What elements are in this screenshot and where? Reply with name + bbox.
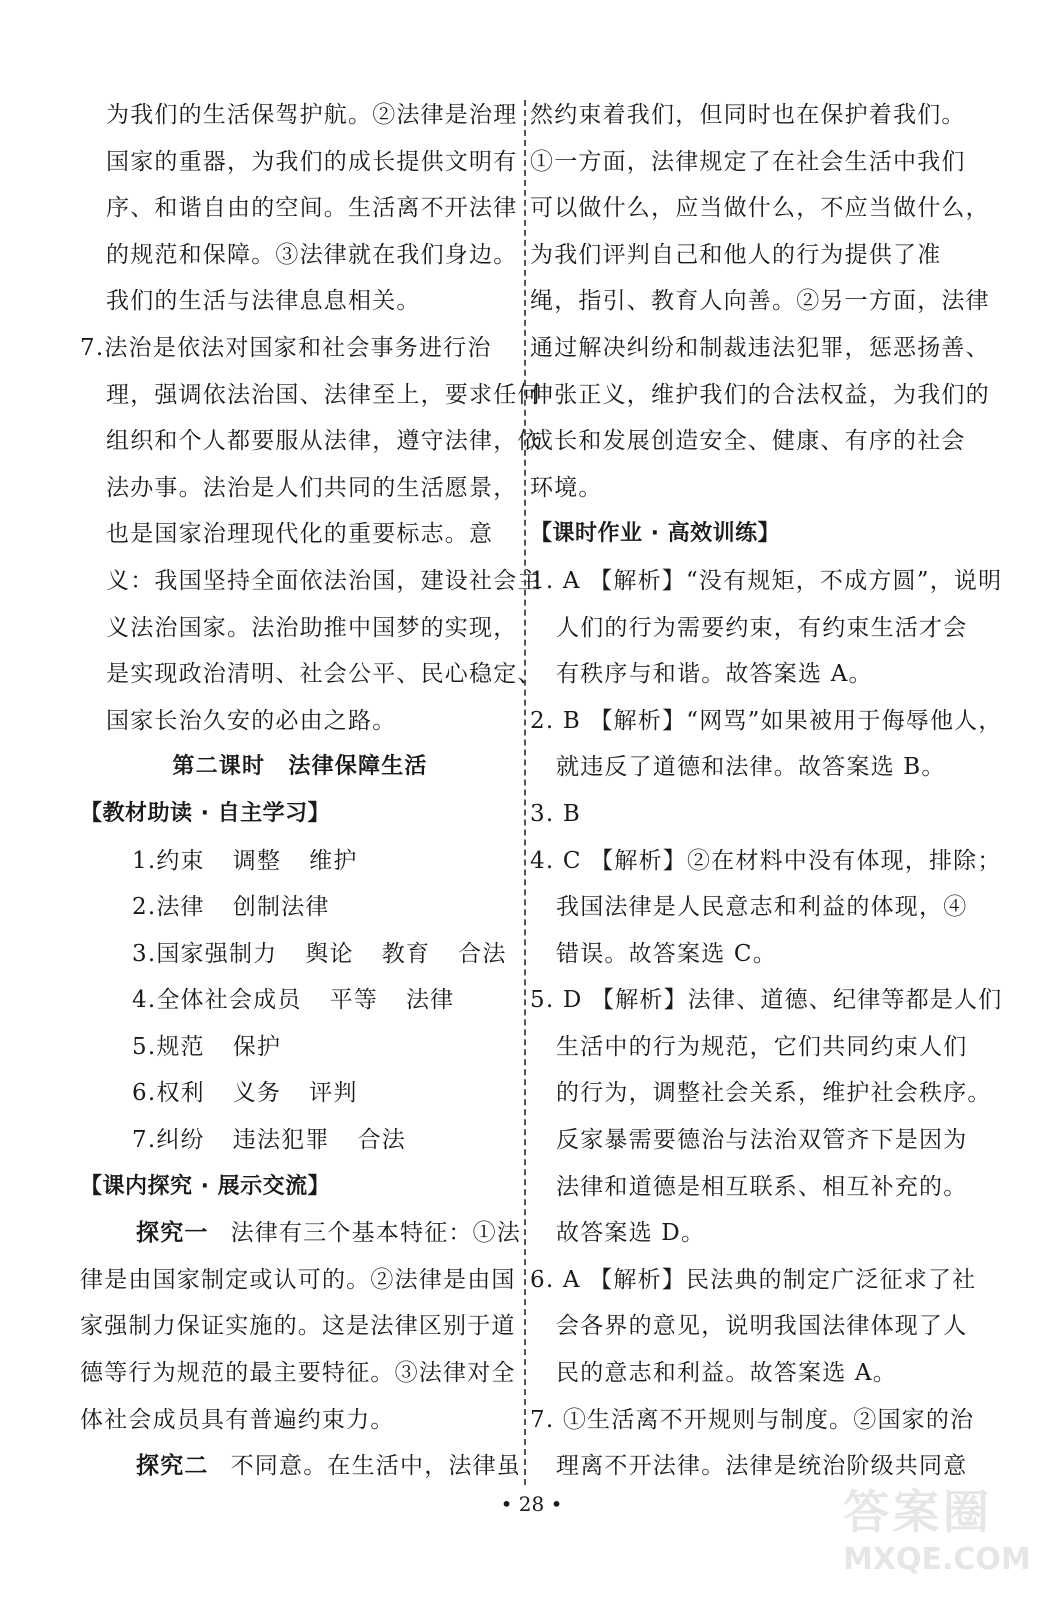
answer-item: 合法 bbox=[458, 940, 507, 967]
column-divider bbox=[524, 100, 526, 1485]
answer-item: 违法犯罪 bbox=[232, 1127, 330, 1154]
text-line: ①一方面，法律规定了在社会生活中我们 bbox=[530, 148, 966, 175]
answer-row bbox=[80, 977, 520, 1024]
answer-item: 调整 bbox=[232, 847, 282, 874]
answer-item: 国家强制力 bbox=[156, 940, 278, 967]
answer-item: 创制法律 bbox=[232, 894, 330, 921]
question-line: 的行为，调整社会关系，维护社会秩序。 bbox=[556, 1080, 992, 1107]
answer-item: 法律 bbox=[405, 987, 455, 1014]
explore-line bbox=[80, 1210, 520, 1257]
explore-line: 律是由国家制定或认可的。②法律是由国 bbox=[80, 1266, 516, 1293]
answer-item: 法律 bbox=[156, 894, 205, 921]
answer-number: 1. bbox=[132, 847, 157, 874]
lesson-title: 第二课时 法律保障生活 bbox=[172, 754, 428, 780]
explore-text: 法律有三个基本特征：①法 bbox=[230, 1220, 522, 1247]
text-line: 可以做什么，应当做什么，不应当做什么， bbox=[530, 195, 990, 222]
question-line: 故答案选 D。 bbox=[556, 1220, 706, 1247]
text-line: 的规范和保障。③法律就在我们身边。 bbox=[106, 241, 518, 268]
left-column bbox=[80, 92, 542, 1490]
question-line: 也是国家治理现代化的重要标志。意 bbox=[106, 521, 494, 548]
question-line: 理，强调依法治国、法律至上，要求任何 bbox=[106, 381, 542, 408]
answer-row bbox=[80, 1024, 520, 1071]
text-line: 国家的重器，为我们的成长提供文明有 bbox=[106, 148, 518, 175]
answer-item: 义务 bbox=[232, 1080, 282, 1107]
text-line: 成长和发展创造安全、健康、有序的社会 bbox=[530, 428, 966, 455]
answer-item: 评判 bbox=[309, 1080, 358, 1107]
answer-item: 规范 bbox=[156, 1033, 205, 1060]
answer-item: 约束 bbox=[156, 847, 205, 874]
answer-number: 6. bbox=[132, 1080, 157, 1107]
question-line: 义法治国家。法治助推中国梦的实现， bbox=[106, 614, 518, 641]
answer-item: 权利 bbox=[156, 1080, 205, 1107]
question-line: 法办事。法治是人们共同的生活愿景， bbox=[106, 474, 518, 501]
text-line: 为我们的生活保驾护航。②法律是治理 bbox=[106, 102, 518, 128]
question-line: 2. B 【解析】“网骂”如果被用于侮辱他人， bbox=[530, 707, 1003, 734]
question-line: 法律和道德是相互联系、相互补充的。 bbox=[556, 1173, 968, 1200]
question-line: 7. ①生活离不开规则与制度。②国家的治 bbox=[530, 1406, 975, 1433]
text-line: 环境。 bbox=[530, 474, 603, 501]
answer-number: 3. bbox=[132, 940, 157, 967]
answer-item: 维护 bbox=[309, 847, 358, 874]
right-column bbox=[530, 92, 1003, 1490]
question-line: 组织和个人都要服从法律，遵守法律，依 bbox=[106, 428, 542, 455]
answer-row bbox=[80, 884, 520, 931]
answer-item: 纠纷 bbox=[156, 1127, 205, 1154]
answer-row bbox=[80, 931, 520, 978]
answer-item: 保护 bbox=[232, 1033, 282, 1060]
text-line: 通过解决纠纷和制裁违法犯罪，惩恶扬善、 bbox=[530, 334, 990, 361]
question-line: 国家长治久安的必由之路。 bbox=[106, 707, 397, 734]
section-header: 【课时作业 · 高效训练】 bbox=[530, 521, 781, 547]
question-line: 6. A 【解析】民法典的制定广泛征求了社 bbox=[530, 1266, 977, 1293]
explore-line: 德等行为规范的最主要特征。③法律对全 bbox=[80, 1360, 516, 1387]
answer-item: 舆论 bbox=[305, 940, 354, 967]
question-line: 5. D 【解析】法律、道德、纪律等都是人们 bbox=[530, 987, 1003, 1014]
question-line: 3. B bbox=[530, 800, 581, 827]
question-line: 是实现政治清明、社会公平、民心稳定、 bbox=[106, 661, 542, 688]
text-line: 然约束着我们，但同时也在保护着我们。 bbox=[530, 102, 966, 128]
question-line: 错误。故答案选 C。 bbox=[556, 940, 777, 967]
section-header: 【教材助读 · 自主学习】 bbox=[80, 800, 331, 826]
answer-number: 7. bbox=[132, 1127, 157, 1154]
answer-row bbox=[80, 1117, 520, 1164]
question-line: 人们的行为需要约束，有约束生活才会 bbox=[556, 614, 968, 641]
question-line: 反家暴需要德治与法治双管齐下是因为 bbox=[556, 1127, 968, 1154]
answer-item: 平等 bbox=[329, 987, 378, 1014]
question-line: 理离不开法律。法律是统治阶级共同意 bbox=[556, 1453, 968, 1480]
answer-row bbox=[80, 838, 520, 885]
text-line: 伸张正义，维护我们的合法权益，为我们的 bbox=[530, 381, 990, 408]
watermark-url: MXQE.COM bbox=[843, 1542, 1031, 1577]
text-line: 绳，指引、教育人向善。②另一方面，法律 bbox=[530, 288, 990, 315]
explore-label: 探究二 bbox=[136, 1453, 209, 1480]
question-line: 会各界的意见，说明我国法律体现了人 bbox=[556, 1313, 968, 1340]
explore-line bbox=[80, 1443, 520, 1490]
text-line: 序、和谐自由的空间。生活离不开法律 bbox=[106, 195, 518, 222]
question-line: 有秩序与和谐。故答案选 A。 bbox=[556, 661, 873, 688]
question-line: 我国法律是人民意志和利益的体现，④ bbox=[556, 894, 968, 921]
explore-label: 探究一 bbox=[136, 1220, 209, 1247]
explore-text: 不同意。在生活中，法律虽 bbox=[230, 1453, 522, 1480]
question-line: 生活中的行为规范，它们共同约束人们 bbox=[556, 1033, 968, 1060]
answer-item: 合法 bbox=[357, 1127, 406, 1154]
question-line: 就违反了道德和法律。故答案选 B。 bbox=[556, 754, 946, 781]
answer-number: 2. bbox=[132, 894, 157, 921]
watermark-logo: 答案圈 bbox=[843, 1485, 993, 1539]
text-line: 我们的生活与法律息息相关。 bbox=[106, 288, 421, 315]
section-header: 【课内探究 · 展示交流】 bbox=[80, 1173, 331, 1199]
answer-item: 教育 bbox=[381, 940, 431, 967]
explore-line: 体社会成员具有普遍约束力。 bbox=[80, 1406, 395, 1433]
answer-row bbox=[80, 1070, 520, 1117]
page-number: • 28 • bbox=[500, 1492, 563, 1516]
question-line: 民的意志和利益。故答案选 A。 bbox=[556, 1360, 897, 1387]
answer-number: 5. bbox=[132, 1033, 157, 1060]
question-line: 义：我国坚持全面依法治国，建设社会主 bbox=[106, 567, 542, 594]
question-line: 7.法治是依法对国家和社会事务进行治 bbox=[80, 334, 492, 361]
explore-line: 家强制力保证实施的。这是法律区别于道 bbox=[80, 1313, 516, 1340]
answer-item: 全体社会成员 bbox=[156, 987, 302, 1014]
question-line: 1. A 【解析】“没有规矩，不成方圆”，说明 bbox=[530, 567, 1003, 594]
answer-number: 4. bbox=[132, 987, 157, 1014]
text-line: 为我们评判自己和他人的行为提供了准 bbox=[530, 241, 942, 268]
question-line: 4. C 【解析】②在材料中没有体现，排除； bbox=[530, 847, 1002, 874]
